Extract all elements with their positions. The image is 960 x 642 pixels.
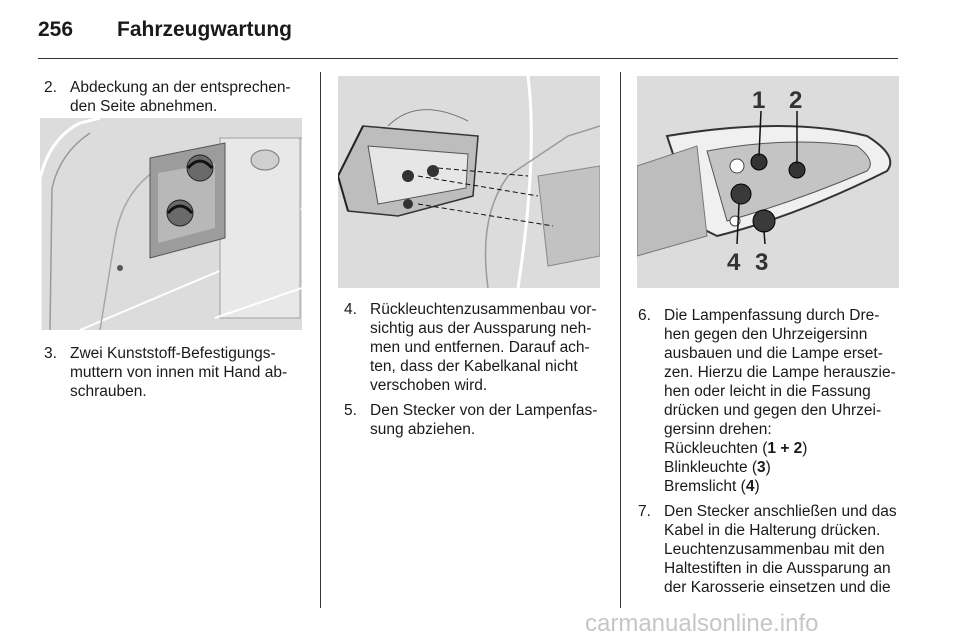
column-divider-right bbox=[620, 72, 621, 608]
step-number: 4. bbox=[344, 301, 357, 318]
step-text-line: muttern von innen mit Hand ab- bbox=[70, 364, 288, 381]
step-number: 2. bbox=[44, 79, 57, 96]
step-text-line: Abdeckung an der entsprechen- bbox=[70, 79, 291, 96]
step-text-line: ten, dass der Kabelkanal nicht bbox=[370, 358, 578, 375]
step-text-line: Kabel in die Halterung drücken. bbox=[664, 522, 881, 539]
bulb-brake-light: Bremslicht (4) bbox=[664, 478, 760, 495]
step-text-line: Den Stecker von der Lampenfas- bbox=[370, 402, 598, 419]
step-text-line: Den Stecker anschließen und das bbox=[664, 503, 897, 520]
column-2 bbox=[344, 300, 614, 439]
step-text-line: schrauben. bbox=[70, 383, 147, 400]
figure-light-assembly-removal bbox=[338, 76, 600, 288]
bulb-turn-signal: Blinkleuchte (3) bbox=[664, 459, 771, 476]
figure-label-1: 1 bbox=[752, 87, 766, 114]
step-text-line: verschoben wird. bbox=[370, 377, 488, 394]
step-text-line: Zwei Kunststoff-Befestigungs- bbox=[70, 345, 276, 362]
step-6 bbox=[638, 306, 908, 496]
step-text-line: sung abziehen. bbox=[370, 421, 476, 438]
cover-illustration bbox=[40, 118, 302, 330]
watermark: carmanualsonline.info bbox=[585, 610, 819, 637]
figure-label-4: 4 bbox=[727, 249, 741, 276]
step-3 bbox=[44, 344, 314, 401]
light-assembly-illustration bbox=[338, 76, 600, 288]
step-text-line: hen gegen den Uhrzeigersinn bbox=[664, 326, 868, 343]
step-text-line: der Karosserie einsetzen und die bbox=[664, 579, 891, 596]
step-number: 3. bbox=[44, 345, 57, 362]
bulb-positions-illustration bbox=[637, 76, 899, 288]
step-text-line: sichtig aus der Aussparung neh- bbox=[370, 320, 592, 337]
column-divider-left bbox=[320, 72, 321, 608]
step-text-line: Die Lampenfassung durch Dre- bbox=[664, 307, 880, 324]
step-4 bbox=[344, 300, 614, 395]
step-text-line: gersinn drehen: bbox=[664, 421, 772, 438]
page-title: Fahrzeugwartung bbox=[117, 18, 293, 41]
step-number: 5. bbox=[344, 402, 357, 419]
bulb-rear-lights: Rückleuchten (1 + 2) bbox=[664, 440, 808, 457]
step-text-line: den Seite abnehmen. bbox=[70, 98, 218, 115]
figure-cover-removal bbox=[40, 118, 302, 330]
header-rule bbox=[38, 58, 898, 59]
figure-label-3: 3 bbox=[755, 249, 769, 276]
step-text-line: drücken und gegen den Uhrzei- bbox=[664, 402, 882, 419]
figure-label-2: 2 bbox=[789, 87, 803, 114]
step-text-line: ausbauen und die Lampe erset- bbox=[664, 345, 883, 362]
step-text-line: hen oder leicht in die Fassung bbox=[664, 383, 871, 400]
step-number: 6. bbox=[638, 307, 651, 324]
step-text-line: Rückleuchtenzusammenbau vor- bbox=[370, 301, 597, 318]
step-2 bbox=[44, 78, 314, 116]
step-7 bbox=[638, 502, 908, 597]
step-number: 7. bbox=[638, 503, 651, 520]
step-text-line: zen. Hierzu die Lampe herauszie- bbox=[664, 364, 896, 381]
column-1 bbox=[44, 78, 314, 116]
page-number: 256 bbox=[38, 18, 74, 41]
step-5 bbox=[344, 401, 614, 439]
step-text-line: men und entfernen. Darauf ach- bbox=[370, 339, 590, 356]
step-text-line: Leuchtenzusammenbau mit den bbox=[664, 541, 885, 558]
figure-bulb-positions bbox=[637, 76, 899, 288]
column-1-lower bbox=[44, 344, 314, 401]
column-3 bbox=[638, 306, 908, 597]
step-text-line: Haltestiften in die Aussparung an bbox=[664, 560, 891, 577]
